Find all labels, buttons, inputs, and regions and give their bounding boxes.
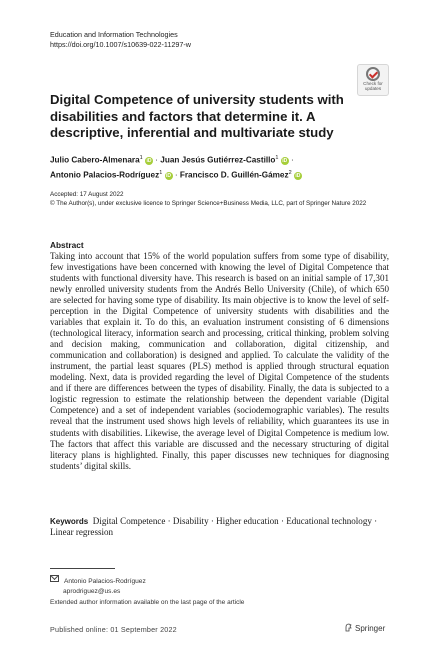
journal-name: Education and Information Technologies [50, 30, 178, 39]
author-affiliation: 1 [275, 155, 279, 161]
author-affiliation: 1 [139, 155, 143, 161]
doi-link[interactable]: https://doi.org/10.1007/s10639-022-11297-w [50, 40, 191, 49]
publisher-logo [345, 623, 385, 633]
abstract-text: Taking into account that 15% of the world population suffers from some type of disability, few investigations have been concerned with knowing the level of Digital Competence that students with functional diversity have. This research is based on an initial sample of 17,301 newly enrolled university students from the Andrés Bello University (Chile), of which 650 are selected for having some type of disability. Its main objective is to know the level of self-perception in the Digital Competence of university students with disabilities and the variables that explain it. To do this, an evaluation instrument consisting of 6 dimensions (technological literacy, information search and processing, critical thinking, problem solving and decision making, communication and collaboration, digital citizenship, and communication and collaboration) is designed and applied. To calculate the validity of the instrument, the partial least squares (PLS) method is applied through structural equation modeling. Next, data is provided regarding the level of Digital Competence of the students and if there are differences between the types of disability. Finally, the data is subjected to a logistic regression to estimate the relationship between the dependent variable (Digital Competence) and a set of independent variables (sociodemographic variables). The results reveal that the instrument used shows high levels of reliability, which guarantees its use in students with disabilities. Likewise, the average level of Digital Competence is medium low. The factors that affect this variable are discussed and the necessary structuring of digital literacy plans is highlighted. Finally, this paper discusses new techniques for diagnosing students’ digital skills. [50, 251, 389, 471]
orcid-icon[interactable]: iD [295, 172, 301, 179]
orcid-icon[interactable]: iD [146, 157, 152, 164]
updates-label-1: Check for [363, 81, 383, 86]
springer-horse-icon [345, 623, 352, 632]
check-updates-icon [366, 67, 380, 81]
author-affiliation: 2 [288, 170, 292, 177]
publisher-name: Springer [355, 624, 386, 633]
published-date: Published online: 01 September 2022 [50, 625, 177, 634]
orcid-icon[interactable]: iD [282, 157, 288, 164]
journal-header [50, 30, 191, 50]
abstract-heading: Abstract [50, 240, 84, 250]
keywords [50, 516, 389, 539]
keywords-list: Digital Competence · Disability · Higher education · Educational technology · Linear regression [50, 516, 378, 538]
orcid-icon[interactable]: iD [166, 172, 172, 179]
contact-name: Antonio Palacios-Rodríguez [64, 578, 146, 585]
updates-label-2: updates [364, 86, 382, 91]
author-name: Francisco D. Guillén-Gámez [179, 170, 289, 180]
accepted-date: Accepted: 17 August 2022 [50, 191, 124, 198]
envelope-icon [50, 575, 59, 582]
author-name: Antonio Palacios-Rodríguez [50, 170, 160, 180]
author-list: Julio Cabero-Almenara$^1$ iD · Juan Jesús Gutiérrez-Castillo$^1$ iD · Antonio Palacios-Rodríguez$^1$ iD · Francisco D. Guillén-Gámez$^2$ iD [50, 155, 301, 180]
contact-email[interactable]: aprodriguez@us.es [63, 587, 121, 595]
author-affiliation: 1 [159, 170, 163, 177]
footnote-divider [50, 568, 115, 569]
author-name: Juan Jesús Gutiérrez-Castillo [160, 155, 276, 165]
extended-author-info: Extended author information available on the last page of the article [50, 599, 245, 606]
keywords-label: Keywords [50, 517, 89, 526]
copyright-notice: © The Author(s), under exclusive licence to Springer Science+Business Media, LLC, part of Springer Nature 2022 [50, 200, 367, 207]
paper-title: Digital Competence of university students with disabilities and factors that determine it. A descriptive, inferential and multivariate study [50, 92, 344, 140]
corresponding-author [50, 575, 146, 596]
author-name: Julio Cabero-Almenara [50, 155, 140, 165]
